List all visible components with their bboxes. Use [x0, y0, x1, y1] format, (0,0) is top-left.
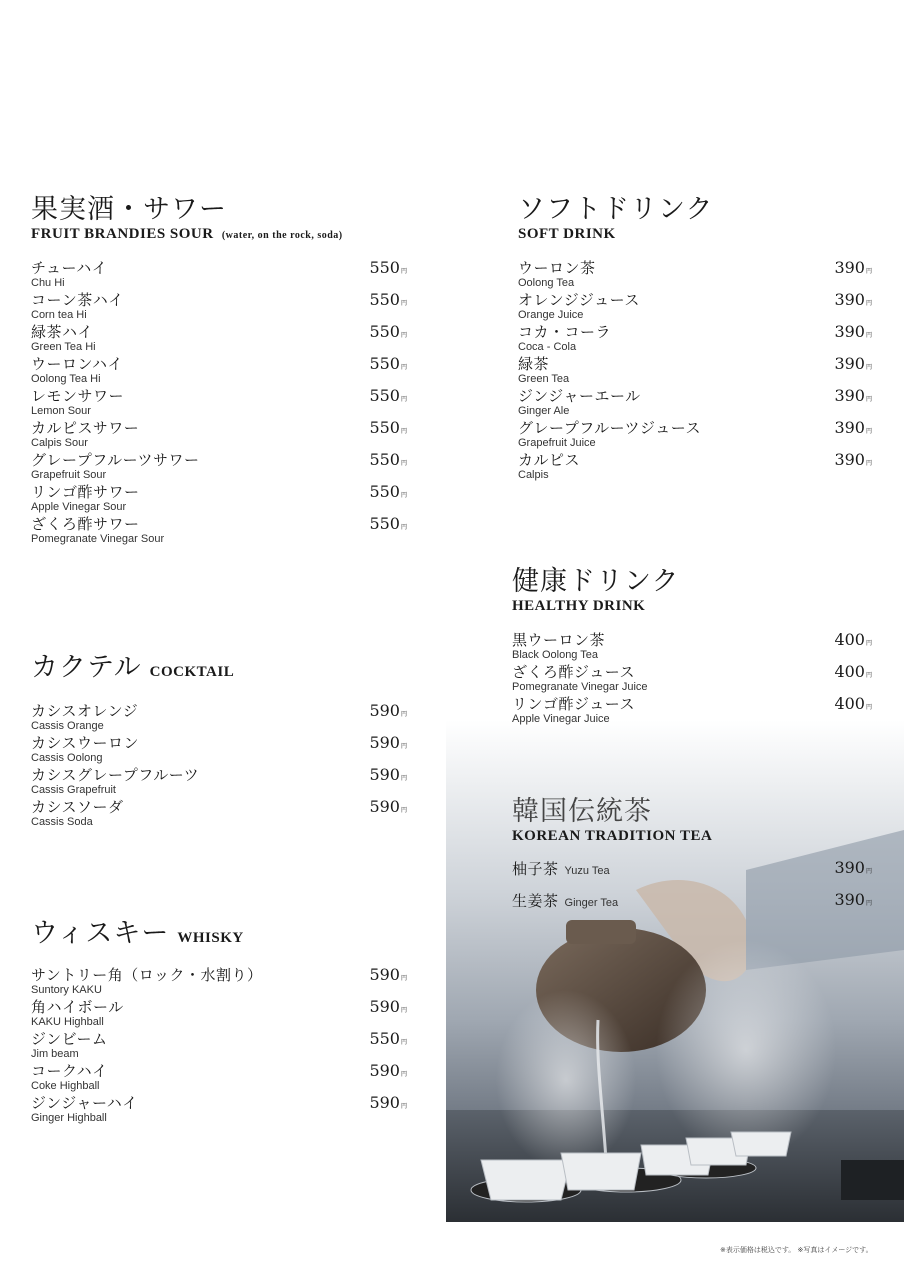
price-value: 590: [369, 1061, 400, 1080]
fruit-title-jp: 果実酒・サワー: [31, 194, 227, 225]
item-name-jp: ざくろ酢ジュース: [512, 663, 635, 681]
price-value: 550: [369, 418, 400, 437]
item-name-en: Coca - Cola: [518, 341, 577, 353]
price-value: 550: [369, 258, 400, 277]
yen-unit: 円: [865, 640, 872, 647]
yen-unit: 円: [400, 364, 407, 371]
item-name-jp: カルピスサワー: [31, 419, 140, 437]
item-name-jp: コーン茶ハイ: [31, 291, 124, 309]
soft-item-list: [518, 259, 872, 483]
item-price: [834, 695, 872, 717]
menu-item: [518, 355, 872, 387]
yen-unit: 円: [400, 300, 407, 307]
price-value: 390: [834, 386, 865, 405]
menu-item: [31, 1062, 407, 1094]
yen-unit: 円: [400, 743, 407, 750]
menu-item: [31, 966, 407, 998]
item-name-en: Ginger Tea: [564, 897, 619, 909]
item-name-jp: コークハイ: [31, 1062, 108, 1080]
price-value: 390: [834, 290, 865, 309]
item-name-jp: カシスソーダ: [31, 798, 124, 816]
cocktail-item-list: [31, 702, 407, 830]
price-value: 550: [369, 450, 400, 469]
item-name-jp: リンゴ酢ジュース: [512, 695, 635, 713]
menu-item: [31, 734, 407, 766]
yen-unit: 円: [400, 1039, 407, 1046]
yen-unit: 円: [400, 492, 407, 499]
item-price: [369, 515, 407, 537]
item-price: [834, 387, 872, 409]
price-value: 390: [834, 890, 865, 909]
healthy-item-list: [512, 631, 872, 727]
item-name-en: Pomegranate Vinegar Juice: [512, 681, 648, 693]
fruit-brandies-section: [31, 194, 407, 547]
yen-unit: 円: [865, 300, 872, 307]
price-value: 590: [369, 997, 400, 1016]
item-name-jp: カルピス: [518, 451, 581, 469]
yen-unit: 円: [865, 460, 872, 467]
item-name-jp: ジンジャーエール: [518, 387, 641, 405]
item-price: [369, 998, 407, 1020]
item-name-jp: グレープフルーツジュース: [518, 419, 702, 437]
item-price: [369, 259, 407, 281]
price-value: 550: [369, 322, 400, 341]
price-value: 390: [834, 258, 865, 277]
item-name-jp: コカ・コーラ: [518, 323, 612, 341]
item-price: [834, 631, 872, 653]
menu-item: [31, 1094, 407, 1126]
item-price: [369, 419, 407, 441]
price-value: 590: [369, 733, 400, 752]
item-name-en: Oolong Tea Hi: [31, 373, 101, 385]
item-price: [369, 966, 407, 988]
yen-unit: 円: [400, 1007, 407, 1014]
item-name-en: Grapefruit Sour: [31, 469, 107, 481]
item-name-jp: ジンビーム: [31, 1030, 108, 1048]
item-name-jp: ウーロン茶: [518, 259, 596, 277]
price-value: 550: [369, 1029, 400, 1048]
item-name-jp: ざくろ酢サワー: [31, 515, 140, 533]
price-value: 590: [369, 797, 400, 816]
item-name-en: Cassis Grapefruit: [31, 784, 116, 796]
menu-item: [31, 702, 407, 734]
item-name-en: KAKU Highball: [31, 1016, 104, 1028]
item-name-jp: 柚子茶: [512, 860, 559, 878]
menu-item: [31, 387, 407, 419]
item-name-en: Jim beam: [31, 1048, 79, 1060]
item-name-jp: オレンジジュース: [518, 291, 640, 309]
item-price: [834, 419, 872, 441]
item-name-en: Black Oolong Tea: [512, 649, 599, 661]
price-value: 550: [369, 482, 400, 501]
item-name-jp: ウーロンハイ: [31, 355, 123, 373]
soft-drink-section: [518, 194, 872, 483]
whisky-heading: [31, 918, 407, 950]
item-price: [834, 291, 872, 313]
whisky-section: [31, 918, 407, 1126]
menu-item: [31, 323, 407, 355]
item-name-en: Cassis Oolong: [31, 752, 103, 764]
menu-item: [518, 291, 872, 323]
fruit-title-note: (water, on the rock, soda): [221, 230, 343, 241]
yen-unit: 円: [400, 775, 407, 782]
korean-item-list: [512, 859, 872, 923]
item-name-en: Green Tea: [518, 373, 570, 385]
fruit-title-en-text: FRUIT BRANDIES SOUR: [31, 226, 214, 242]
price-value: 550: [369, 354, 400, 373]
yen-unit: 円: [400, 268, 407, 275]
item-price: [369, 1062, 407, 1084]
yen-unit: 円: [865, 396, 872, 403]
item-price: [369, 387, 407, 409]
menu-item: [518, 419, 872, 451]
item-name-en: Calpis: [518, 469, 549, 481]
price-value: 590: [369, 1093, 400, 1112]
footnote: ※表示価格は税込です。 ※写真はイメージです。: [720, 1246, 873, 1254]
price-value: 390: [834, 858, 865, 877]
item-name-en: Ginger Ale: [518, 405, 570, 417]
menu-item: [518, 323, 872, 355]
item-name-en: Chu Hi: [31, 277, 65, 289]
yen-unit: 円: [400, 975, 407, 982]
item-name-en: Lemon Sour: [31, 405, 91, 417]
yen-unit: 円: [400, 332, 407, 339]
item-price: [834, 859, 872, 881]
yen-unit: 円: [400, 428, 407, 435]
item-name-jp: リンゴ酢サワー: [31, 483, 140, 501]
healthy-title-jp: 健康ドリンク: [512, 566, 680, 597]
item-price: [369, 323, 407, 345]
item-price: [369, 483, 407, 505]
menu-item: [31, 798, 407, 830]
price-value: 400: [834, 630, 865, 649]
item-name-en: Orange Juice: [518, 309, 584, 321]
fruit-item-list: [31, 259, 407, 547]
item-name-jp: カシスオレンジ: [31, 702, 139, 720]
yen-unit: 円: [400, 807, 407, 814]
item-price: [369, 734, 407, 756]
item-name-jp: カシスグレープフルーツ: [31, 766, 200, 784]
yen-unit: 円: [865, 868, 872, 875]
item-price: [834, 663, 872, 685]
item-price: [369, 1094, 407, 1116]
yen-unit: 円: [400, 396, 407, 403]
yen-unit: 円: [865, 900, 872, 907]
whisky-item-list: [31, 966, 407, 1126]
item-price: [834, 323, 872, 345]
item-price: [369, 1030, 407, 1052]
item-price: [834, 451, 872, 473]
item-name-en: Suntory KAKU: [31, 984, 102, 996]
yen-unit: 円: [865, 364, 872, 371]
item-name-en: Ginger Highball: [31, 1112, 107, 1124]
item-name-jp: チューハイ: [31, 259, 108, 277]
yen-unit: 円: [400, 711, 407, 718]
korean-title-en: KOREAN TRADITION TEA: [512, 828, 713, 844]
item-name-jp: カシスウーロン: [31, 734, 140, 752]
item-price: [369, 291, 407, 313]
menu-item: [31, 483, 407, 515]
cocktail-heading: [31, 652, 407, 684]
menu-item: [31, 998, 407, 1030]
price-value: 390: [834, 418, 865, 437]
menu-item: [518, 387, 872, 419]
healthy-title-en: HEALTHY DRINK: [512, 598, 646, 614]
korean-title-jp: 韓国伝統茶: [512, 796, 652, 827]
item-name-jp: 角ハイボール: [31, 998, 124, 1016]
item-name-jp: ジンジャーハイ: [31, 1094, 138, 1112]
item-name-en: Green Tea Hi: [31, 341, 96, 353]
item-name-en: Coke Highball: [31, 1080, 100, 1092]
yen-unit: 円: [865, 332, 872, 339]
soft-title-en: SOFT DRINK: [518, 226, 616, 242]
item-price: [369, 798, 407, 820]
cocktail-section: [31, 652, 407, 830]
item-name-jp: グレープフルーツサワー: [31, 451, 200, 469]
menu-item: [31, 1030, 407, 1062]
price-value: 390: [834, 354, 865, 373]
menu-item: [512, 891, 872, 923]
yen-unit: 円: [400, 1071, 407, 1078]
item-name-en: Corn tea Hi: [31, 309, 87, 321]
item-name-jp: サントリー角（ロック・水割り）: [31, 966, 263, 984]
yen-unit: 円: [865, 268, 872, 275]
menu-item: [512, 859, 872, 891]
price-value: 590: [369, 965, 400, 984]
price-value: 550: [369, 290, 400, 309]
item-name-en: Calpis Sour: [31, 437, 88, 449]
price-value: 550: [369, 514, 400, 533]
item-name-en: Oolong Tea: [518, 277, 575, 289]
item-price: [834, 891, 872, 913]
item-price: [369, 451, 407, 473]
soft-title-jp: ソフトドリンク: [518, 194, 714, 225]
korean-tea-section: [512, 796, 872, 923]
item-name-en: Cassis Orange: [31, 720, 104, 732]
price-value: 590: [369, 765, 400, 784]
menu-item: [31, 419, 407, 451]
price-value: 550: [369, 386, 400, 405]
cocktail-title-en: COCKTAIL: [149, 664, 235, 680]
whisky-title-en: WHISKY: [177, 930, 244, 946]
fruit-title-en: [31, 226, 407, 243]
item-price: [369, 355, 407, 377]
menu-item: [518, 451, 872, 483]
item-name-jp: 緑茶: [518, 355, 550, 373]
item-name-jp: 黒ウーロン茶: [512, 631, 606, 649]
yen-unit: 円: [865, 428, 872, 435]
item-name-en: Grapefruit Juice: [518, 437, 596, 449]
price-value: 400: [834, 662, 865, 681]
item-name-jp: 生姜茶: [512, 892, 559, 910]
price-value: 400: [834, 694, 865, 713]
item-name-en: Pomegranate Vinegar Sour: [31, 533, 165, 545]
healthy-drink-section: [512, 566, 872, 727]
yen-unit: 円: [400, 1103, 407, 1110]
menu-item: [512, 663, 872, 695]
item-price: [834, 259, 872, 281]
item-price: [369, 702, 407, 724]
item-name-jp: 緑茶ハイ: [31, 323, 94, 341]
yen-unit: 円: [400, 524, 407, 531]
yen-unit: 円: [400, 460, 407, 467]
menu-item: [31, 259, 407, 291]
price-value: 390: [834, 322, 865, 341]
menu-item: [31, 355, 407, 387]
menu-item: [512, 695, 872, 727]
cocktail-title-jp: カクテル: [31, 652, 142, 683]
menu-item: [31, 291, 407, 323]
menu-item: [31, 515, 407, 547]
yen-unit: 円: [865, 672, 872, 679]
price-value: 390: [834, 450, 865, 469]
item-price: [834, 355, 872, 377]
item-price: [369, 766, 407, 788]
price-value: 590: [369, 701, 400, 720]
item-name-en: Cassis Soda: [31, 816, 93, 828]
item-name-en: Apple Vinegar Sour: [31, 501, 127, 513]
menu-item: [518, 259, 872, 291]
item-name-en: Apple Vinegar Juice: [512, 713, 610, 725]
menu-item: [31, 766, 407, 798]
item-name-jp: レモンサワー: [31, 387, 125, 405]
menu-item: [512, 631, 872, 663]
item-name-en: Yuzu Tea: [564, 865, 610, 877]
menu-item: [31, 451, 407, 483]
whisky-title-jp: ウィスキー: [31, 918, 170, 949]
yen-unit: 円: [865, 704, 872, 711]
